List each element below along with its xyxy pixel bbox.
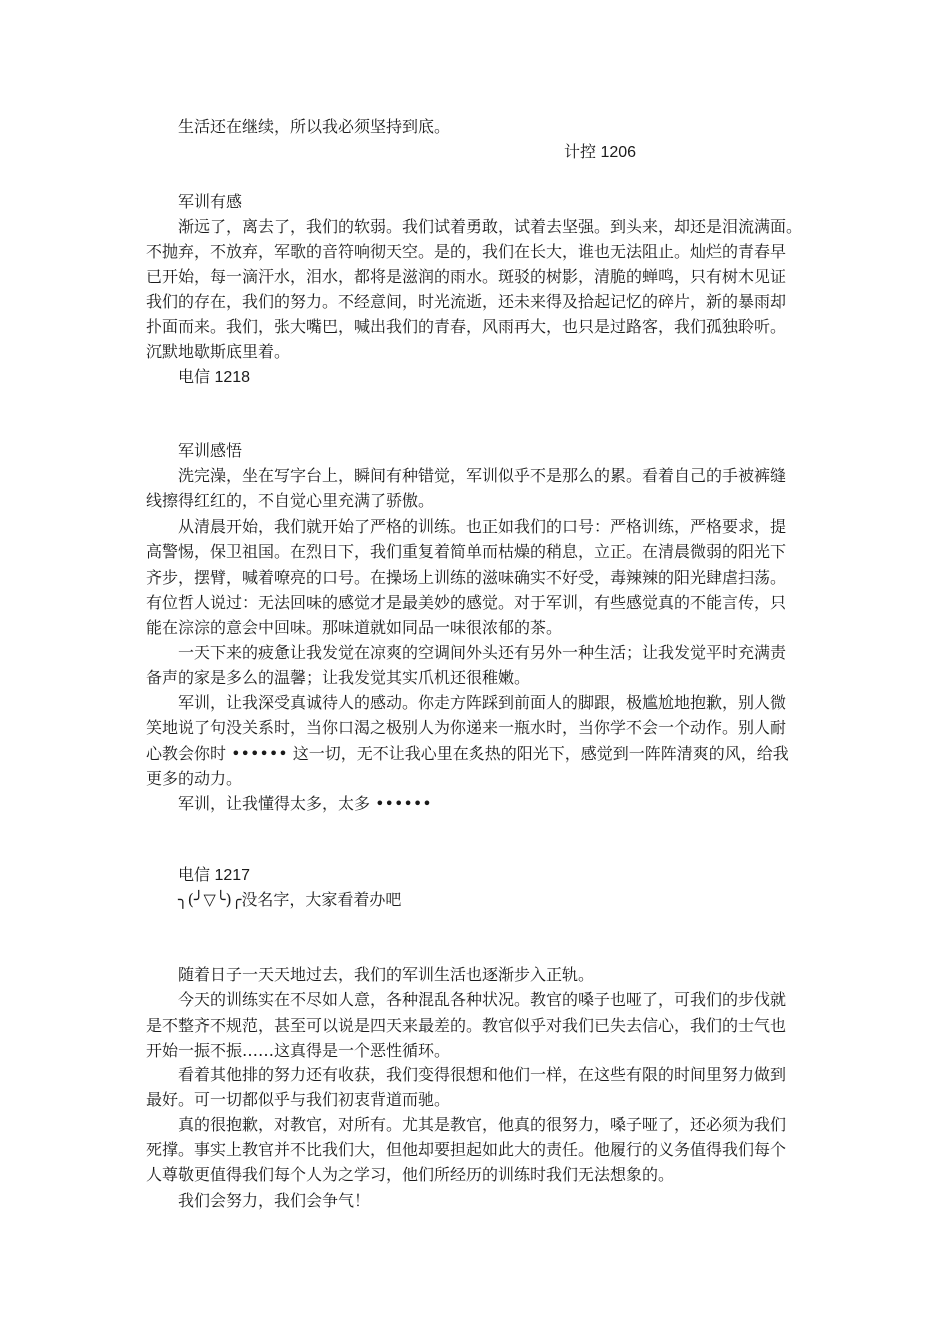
paragraph-line: 是不整齐不规范，甚至可以说是四天来最差的。教官似乎对我们已失去信心，我们的士气也 (146, 1016, 787, 1035)
paragraph-line: 不抛弃，不放弃，军歌的音符响彻天空。是的，我们在长大，谁也无法阻止。灿烂的青春早 (146, 242, 787, 261)
paragraph-line: 线擦得红红的，不自觉心里充满了骄傲。 (146, 491, 435, 510)
paragraph-line: 洗完澡，坐在写字台上，瞬间有种错觉，军训似乎不是那么的累。看着自己的手被裤缝 (178, 466, 787, 485)
closing-line: 生活还在继续，所以我必须坚持到底。 (178, 117, 451, 136)
signature-dianxin-1218: 电信 1218 (178, 369, 251, 386)
paragraph-line: 已开始，每一滴汗水，泪水，都将是滋润的雨水。斑驳的树影，清脆的蝉鸣，只有树木见证 (146, 267, 787, 286)
paragraph-line: 高警惕，保卫祖国。在烈日下，我们重复着简单而枯燥的稍息，立正。在清晨微弱的阳光下 (146, 542, 787, 561)
paragraph-line: 我们会努力，我们会争气！ (178, 1191, 371, 1210)
paragraph-line: 军训，让我懂得太多，太多 •••••• (178, 794, 432, 813)
paragraph-line: 一天下来的疲惫让我发觉在凉爽的空调间外头还有另外一种生活；让我发觉平时充满责 (178, 643, 787, 662)
signature-dianxin-1217: 电信 1217 (178, 867, 251, 884)
paragraph-line: 我们的存在，我们的努力。不经意间，时光流逝，还未来得及拾起记忆的碎片，新的暴雨却 (146, 292, 787, 311)
section-title-junxun-yougan: 军训有感 (178, 192, 243, 211)
paragraph-line: 军训，让我深受真诚待人的感动。你走方阵踩到前面人的脚跟，极尴尬地抱歉，别人微 (178, 693, 787, 712)
paragraph-line: 渐远了，离去了，我们的软弱。我们试着勇敢，试着去坚强。到头来，却还是泪流满面。 (178, 217, 803, 236)
paragraph-line: 齐步，摆臂，喊着嘹亮的口号。在操场上训练的滋味确实不好受，毒辣辣的阳光肆虐扫荡。 (146, 568, 787, 587)
paragraph-line: 死撑。事实上教官并不比我们大，但他却要担起如此大的责任。他履行的义务值得我们每个 (146, 1140, 787, 1159)
paragraph-line: 更多的动力。 (146, 769, 243, 788)
paragraph-line: 有位哲人说过：无法回味的感觉才是最美妙的感觉。对于军训，有些感觉真的不能言传，只 (146, 593, 787, 612)
paragraph-line: 能在淙淙的意会中回味。那味道就如同品一味很浓郁的茶。 (146, 618, 563, 637)
paragraph-line: 心教会你时 •••••• 这一切，无不让我心里在炙热的阳光下，感觉到一阵阵清爽的风，给我 (146, 744, 789, 763)
paragraph-line: 沉默地歇斯底里着。 (146, 342, 291, 361)
paragraph-line: 备声的家是多么的温馨；让我发觉其实爪机还很稚嫩。 (146, 668, 531, 687)
signature-jikong: 计控 1206 (564, 144, 637, 161)
paragraph-line: 随着日子一天天地过去，我们的军训生活也逐渐步入正轨。 (178, 965, 595, 984)
section-title-junxun-ganwu: 军训感悟 (178, 441, 243, 460)
paragraph-line: 笑地说了句没关系时，当你口渴之极别人为你递来一瓶水时，当你学不会一个动作。别人耐 (146, 718, 787, 737)
paragraph-line: 从清晨开始，我们就开始了严格的训练。也正如我们的口号：严格训练，严格要求，提 (178, 517, 787, 536)
paragraph-line: 今天的训练实在不尽如人意，各种混乱各种状况。教官的嗓子也哑了，可我们的步伐就 (178, 990, 787, 1009)
paragraph-line: 真的很抱歉，对教官，对所有。尤其是教官，他真的很努力，嗓子哑了，还必须为我们 (178, 1115, 787, 1134)
paragraph-line: 看着其他排的努力还有收获，我们变得很想和他们一样，在这些有限的时间里努力做到 (178, 1065, 787, 1084)
paragraph-line: 人尊敬更值得我们每个人为之学习，他们所经历的训练时我们无法想象的。 (146, 1165, 675, 1184)
paragraph-line: 最好。可一切都似乎与我们初衷背道而驰。 (146, 1090, 451, 1109)
emoticon-note: ╮(╯▽╰)╭没名字，大家看着办吧 (178, 890, 402, 909)
paragraph-line: 扑面而来。我们，张大嘴巴，喊出我们的青春，风雨再大，也只是过路客，我们孤独聆听。 (146, 317, 787, 336)
paragraph-line: 开始一振不振……这真得是一个恶性循环。 (146, 1041, 451, 1060)
